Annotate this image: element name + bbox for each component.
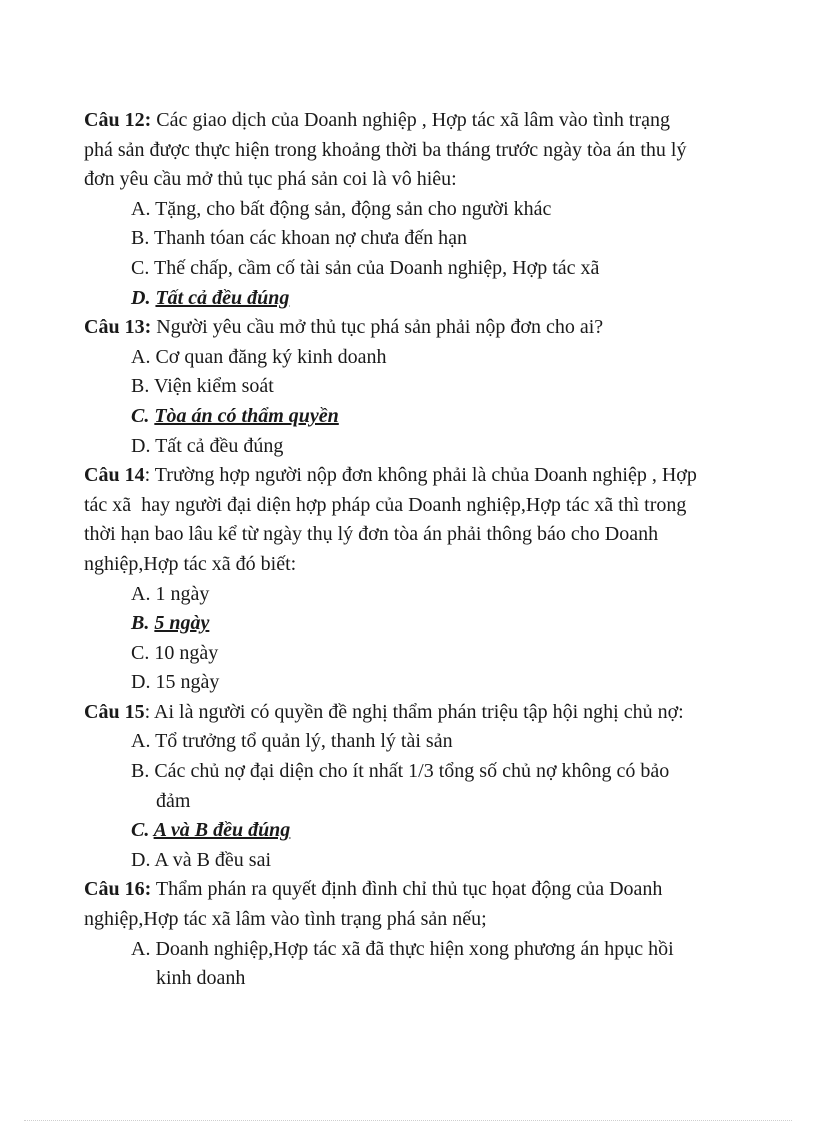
question-block bbox=[84, 106, 774, 313]
question-number: Câu 12: bbox=[84, 109, 152, 131]
question-stem-line bbox=[84, 461, 774, 491]
option-letter: B. bbox=[131, 760, 150, 783]
option-letter: B. bbox=[131, 227, 150, 250]
option-letter: A. bbox=[131, 582, 151, 605]
option-text: 15 ngày bbox=[155, 671, 220, 694]
option-text: Tổ trưởng tổ quản lý, thanh lý tài sản bbox=[155, 730, 453, 753]
question-text: Các giao dịch của Doanh nghiệp , Hợp tác xã lâm vào tình trạng bbox=[151, 109, 670, 131]
answer-option-correct bbox=[84, 816, 774, 846]
option-letter: A. bbox=[131, 937, 151, 960]
question-text: Thẩm phán ra quyết định đình chỉ thủ tục họat động của Doanh bbox=[151, 878, 663, 901]
question-text: nghiệp,Hợp tác xã lâm vào tình trạng phá sản nếu; bbox=[84, 908, 487, 931]
answer-option bbox=[84, 757, 774, 787]
option-letter: D. bbox=[131, 286, 151, 309]
option-letter: A. bbox=[131, 197, 151, 220]
answer-option bbox=[84, 727, 774, 757]
answer-option bbox=[84, 846, 774, 876]
page-bottom-divider bbox=[24, 1120, 792, 1121]
question-stem-continuation bbox=[84, 491, 774, 521]
question-text: Người yêu cầu mở thủ tục phá sản phải nộp đơn cho ai? bbox=[151, 316, 604, 339]
question-number: Câu 16: bbox=[84, 878, 152, 901]
question-stem-continuation bbox=[84, 520, 774, 550]
option-text: Tặng, cho bất động sản, động sản cho người khác bbox=[155, 197, 552, 220]
option-text: Viện kiểm soát bbox=[153, 375, 274, 398]
option-text: Doanh nghiệp,Hợp tác xã đã thực hiện xong phương án hpục hồi bbox=[155, 937, 674, 960]
answer-option bbox=[84, 639, 774, 669]
answer-option-correct bbox=[84, 609, 774, 639]
question-block bbox=[84, 698, 774, 876]
question-text: thời hạn bao lâu kể từ ngày thụ lý đơn tòa án phải thông báo cho Doanh bbox=[84, 523, 659, 546]
option-text: 1 ngày bbox=[155, 582, 210, 605]
question-number: Câu 15 bbox=[84, 700, 145, 723]
option-letter: A. bbox=[131, 730, 151, 753]
option-text: Cơ quan đăng ký kinh doanh bbox=[155, 345, 387, 368]
question-text: tác xã hay người đại diện hợp pháp của Doanh nghiệp,Hợp tác xã thì trong bbox=[84, 493, 687, 516]
answer-option bbox=[84, 580, 774, 610]
option-text: 10 ngày bbox=[154, 641, 219, 664]
question-text: : Ai là người có quyền đề nghị thẩm phán triệu tập hội nghị chủ nợ: bbox=[144, 700, 684, 723]
question-stem-line bbox=[84, 698, 774, 728]
question-block bbox=[84, 461, 774, 698]
option-text: Tất cả đều đúng bbox=[155, 434, 284, 457]
option-text: 5 ngày bbox=[154, 612, 210, 635]
option-text: A và B đều sai bbox=[154, 848, 272, 871]
question-stem-continuation bbox=[84, 905, 774, 935]
question-block bbox=[84, 313, 774, 461]
option-letter: A. bbox=[131, 345, 151, 368]
question-stem-continuation bbox=[84, 550, 774, 580]
answer-option bbox=[84, 343, 774, 373]
option-text-continuation: kinh doanh bbox=[156, 967, 246, 990]
question-text: nghiệp,Hợp tác xã đó biết: bbox=[84, 552, 297, 575]
option-text-continuation: đảm bbox=[156, 789, 191, 812]
option-letter: D. bbox=[131, 434, 151, 457]
option-letter: C. bbox=[131, 819, 150, 842]
answer-option-correct bbox=[84, 284, 774, 314]
option-text: Thanh tóan các khoan nợ chưa đến hạn bbox=[153, 227, 467, 250]
question-stem-line bbox=[84, 106, 774, 136]
option-letter: D. bbox=[131, 848, 151, 871]
option-letter: C. bbox=[131, 256, 150, 279]
question-stem-continuation bbox=[84, 136, 774, 166]
option-letter: B. bbox=[131, 375, 150, 398]
question-stem-line bbox=[84, 313, 774, 343]
question-stem-line bbox=[84, 875, 774, 905]
answer-option bbox=[84, 432, 774, 462]
option-letter: D. bbox=[131, 671, 151, 694]
option-letter: C. bbox=[131, 404, 150, 427]
option-text: Tòa án có thẩm quyền bbox=[154, 404, 339, 427]
question-number: Câu 13: bbox=[84, 316, 152, 339]
question-number: Câu 14 bbox=[84, 464, 145, 487]
document-page bbox=[84, 106, 774, 994]
option-letter: B. bbox=[131, 612, 150, 635]
option-text: Các chủ nợ đại diện cho ít nhất 1/3 tổng số chủ nợ không có bảo bbox=[154, 760, 670, 783]
option-text: Thế chấp, cầm cố tài sản của Doanh nghiệp, Hợp tác xã bbox=[153, 256, 600, 279]
answer-option-correct bbox=[84, 402, 774, 432]
option-letter: C. bbox=[131, 641, 150, 664]
answer-option bbox=[84, 372, 774, 402]
answer-option bbox=[84, 668, 774, 698]
answer-option bbox=[84, 224, 774, 254]
question-text: phá sản được thực hiện trong khoảng thời ba tháng trước ngày tòa án thu lý bbox=[84, 138, 687, 161]
question-text: : Trường hợp người nộp đơn không phải là chủa Doanh nghiệp , Hợp bbox=[144, 464, 697, 487]
option-text: A và B đều đúng bbox=[153, 819, 291, 842]
question-text: đơn yêu cầu mở thủ tục phá sản coi là vô hiêu: bbox=[84, 168, 457, 191]
answer-option bbox=[84, 254, 774, 284]
answer-option bbox=[84, 935, 774, 965]
answer-option bbox=[84, 195, 774, 225]
question-block bbox=[84, 875, 774, 993]
option-text: Tất cả đều đúng bbox=[155, 286, 290, 309]
question-stem-continuation bbox=[84, 165, 774, 195]
